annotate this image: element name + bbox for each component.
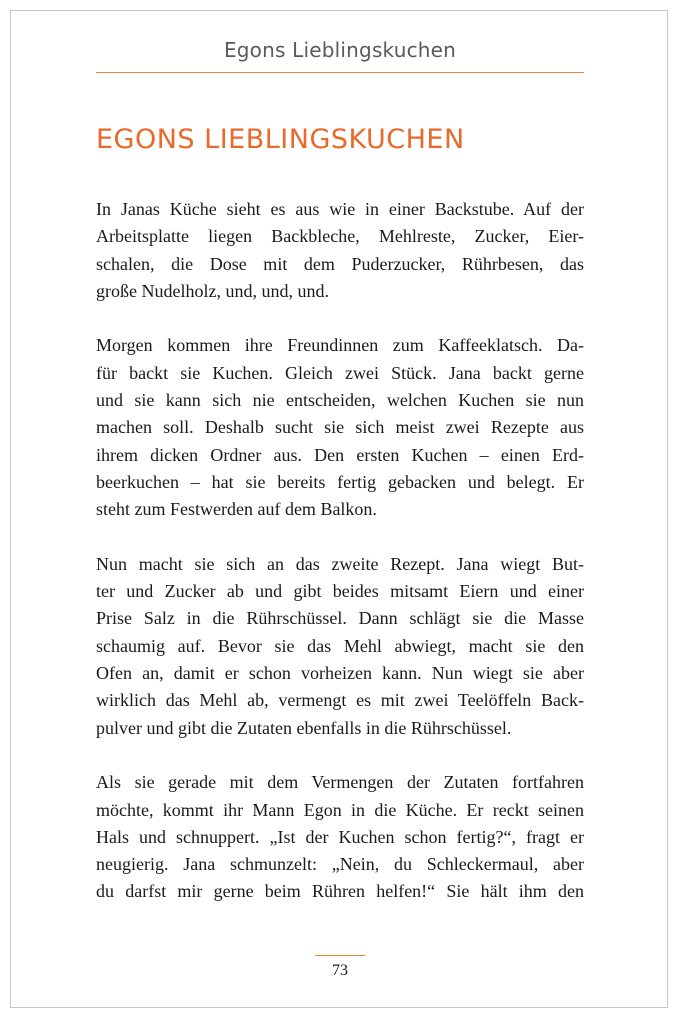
text-line: Prise Salz in die Rührschüssel. Dann schlägt sie die Masse	[96, 608, 584, 629]
running-header: Egons Lieblingskuchen	[223, 38, 457, 62]
text-line: Ofen an, damit er schon vorheizen kann. Nun wiegt sie aber	[96, 663, 584, 684]
text-line: und sie kann sich nie entscheiden, welchen Kuchen sie nun	[96, 390, 584, 411]
text-line: Nun macht sie sich an das zweite Rezept. Jana wiegt But-	[96, 553, 584, 574]
text-line: neugierig. Jana schmunzelt: „Nein, du Schleckermaul, aber	[96, 854, 584, 875]
text-line: Morgen kommen ihre Freundinnen zum Kaffeeklatsch. Da-	[96, 335, 584, 356]
text-line: steht zum Festwerden auf dem Balkon.	[96, 499, 377, 520]
text-line: möchte, kommt ihr Mann Egon in die Küche. Er reckt seinen	[96, 799, 584, 820]
text-line: Als sie gerade mit dem Vermengen der Zutaten fortfahren	[96, 772, 584, 793]
footer-rule	[315, 955, 365, 956]
page-number: 73	[332, 962, 348, 979]
text-line: schalen, die Dose mit dem Puderzucker, Rührbesen, das	[96, 253, 584, 274]
text-line: ihrem dicken Ordner aus. Den ersten Kuchen – einen Erd-	[96, 444, 584, 465]
paragraph	[96, 769, 584, 905]
text-line: Hals und schnuppert. „Ist der Kuchen schon fertig?“, fragt er	[96, 826, 584, 847]
text-line: du darfst mir gerne beim Rühren helfen!“ Sie hält ihm den	[96, 881, 584, 902]
paragraph	[96, 551, 584, 742]
paragraph	[96, 332, 584, 523]
chapter-title: EGONS LIEBLINGSKUCHEN	[96, 124, 465, 155]
text-line: machen soll. Deshalb sucht sie sich meist zwei Rezepte aus	[96, 417, 584, 438]
header-rule	[96, 72, 584, 73]
body-text	[96, 196, 584, 933]
text-line: große Nudelholz, und, und, und.	[96, 280, 329, 301]
text-line: pulver und gibt die Zutaten ebenfalls in die Rührschüssel.	[96, 717, 512, 738]
text-line: ter und Zucker ab und gibt beides mitsamt Eiern und einer	[96, 581, 584, 602]
text-line: für backt sie Kuchen. Gleich zwei Stück. Jana backt gerne	[96, 362, 584, 383]
text-line: beerkuchen – hat sie bereits fertig gebacken und belegt. Er	[96, 471, 584, 492]
text-line: In Janas Küche sieht es aus wie in einer Backstube. Auf der	[96, 199, 584, 219]
text-line: schaumig auf. Bevor sie das Mehl abwiegt, macht sie den	[96, 635, 584, 656]
paragraph	[96, 196, 584, 305]
text-line: Arbeitsplatte liegen Backbleche, Mehlreste, Zucker, Eier-	[96, 226, 584, 247]
text-line: wirklich das Mehl ab, vermengt es mit zwei Teelöffeln Back-	[96, 690, 584, 711]
